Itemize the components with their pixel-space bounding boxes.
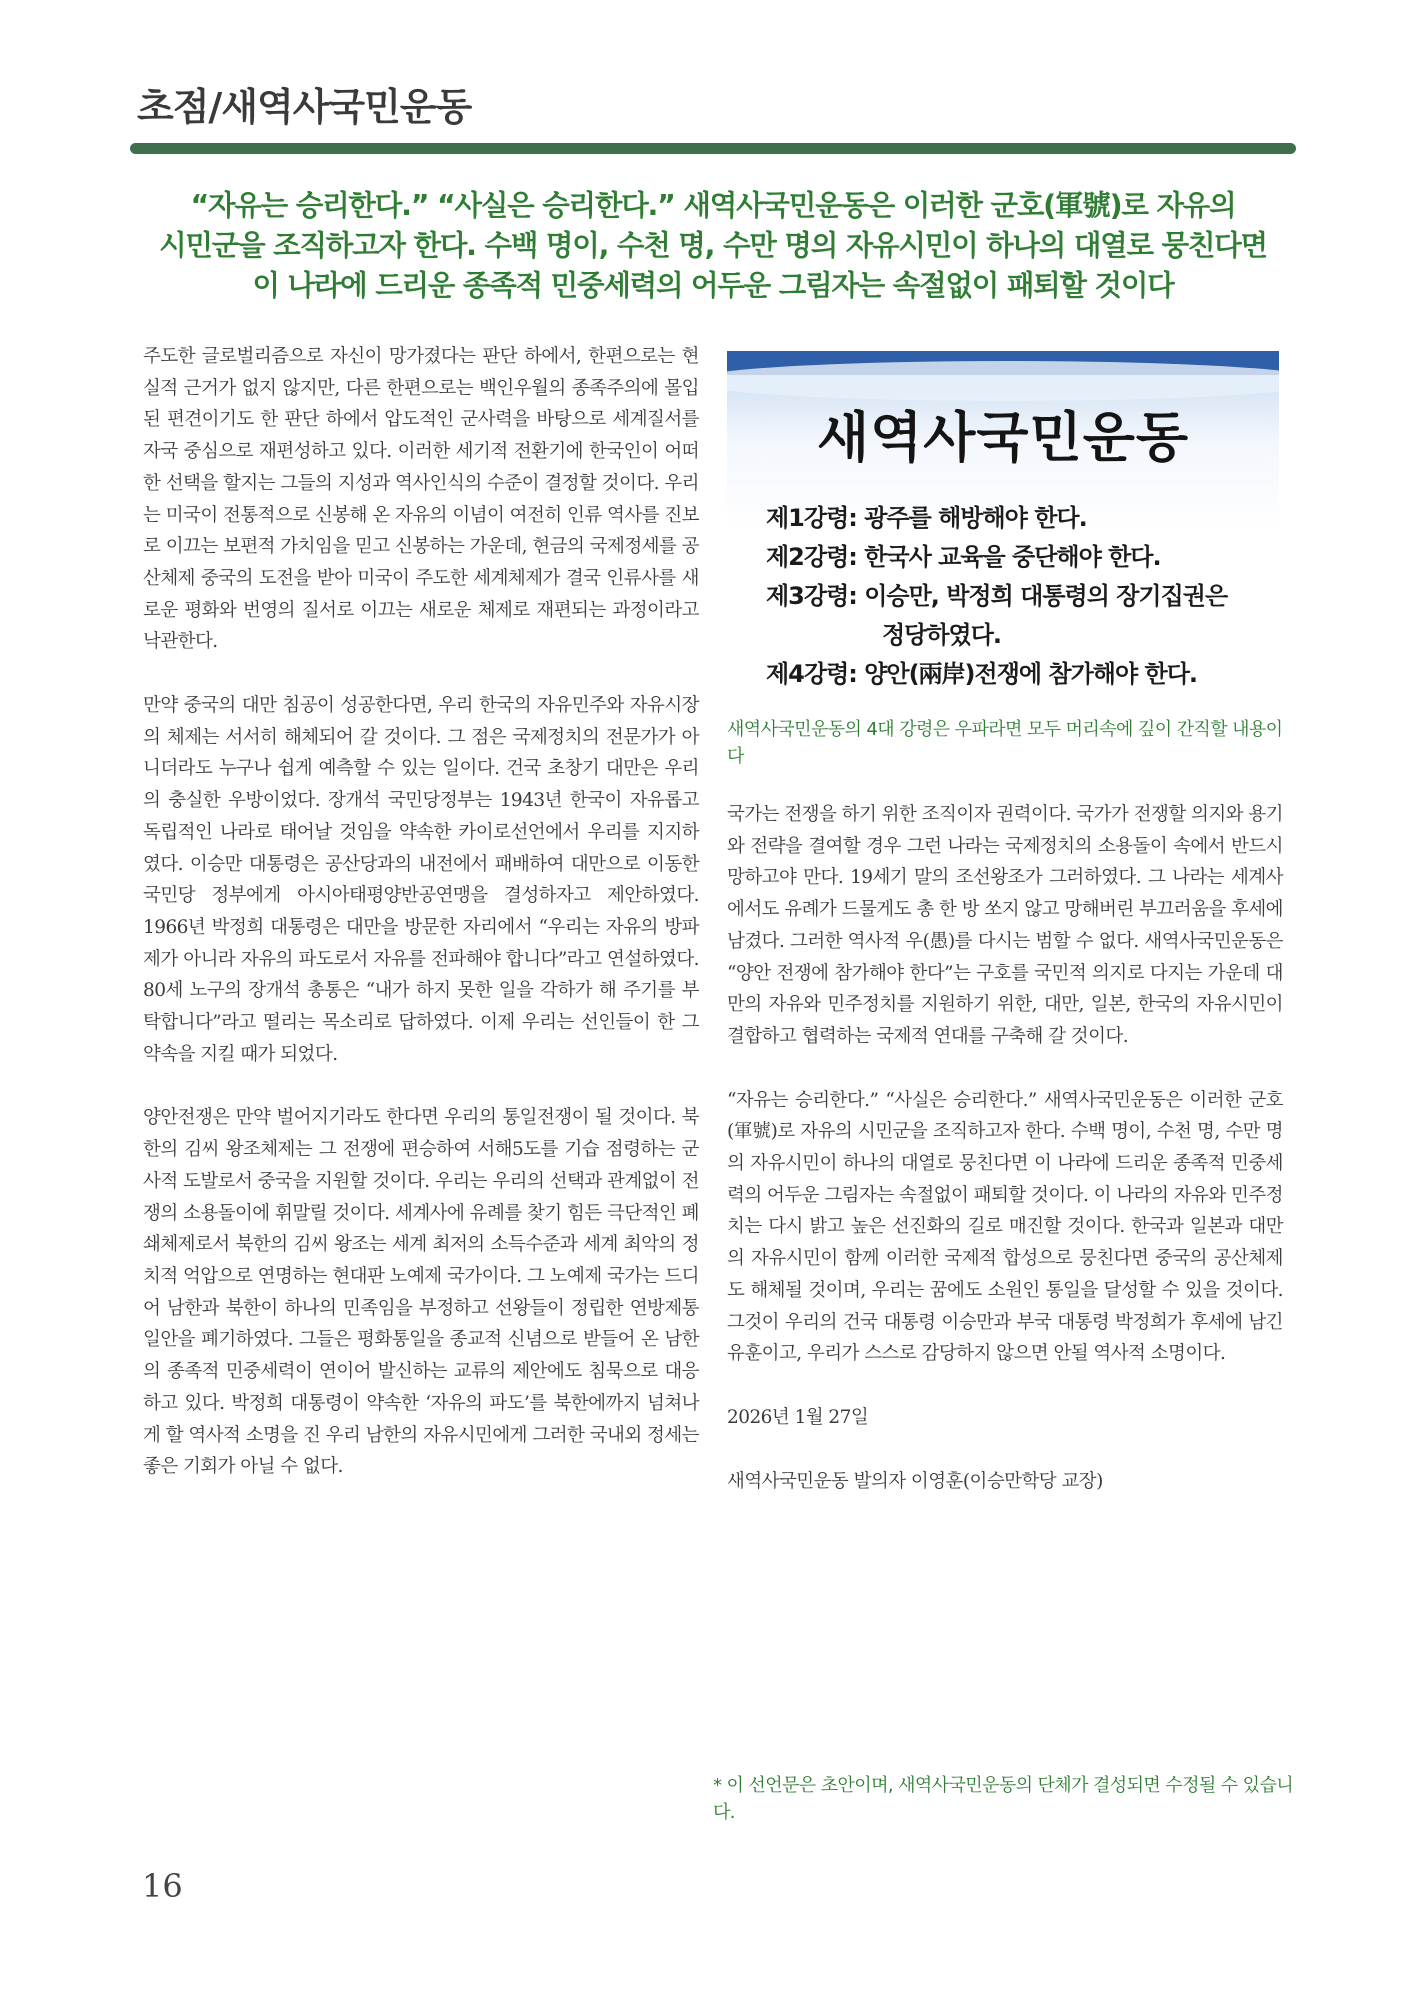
page-number: 16	[142, 1867, 183, 1905]
program-item: 제4강령: 양안(兩岸)전쟁에 참가해야 한다.	[766, 660, 1197, 688]
header-rule	[130, 143, 1296, 154]
figure-caption: 새역사국민운동의 4대 강령은 우파라면 모두 머리속에 깊이 간직할 내용이다	[727, 719, 1283, 767]
figure-title: 새역사국민운동	[816, 406, 1190, 469]
program-figure	[727, 351, 1279, 713]
body-paragraph: 양안전쟁은 만약 벌어지기라도 한다면 우리의 통일전쟁이 될 것이다. 북한의 김씨 왕조체제는 그 전쟁에 편승하여 서해5도를 기습 점령하는 군사적 도발로서 중국을 지원할 것이다. 우리는 우리의 선택과 관계없이 전쟁의 소용돌이에 휘말릴 것이다. 세계사에 유례를 찾기 힘든 극단적인 폐쇄체제로서 북한의 김씨 왕조는 세계 최저의 소득수준과 세계 최악의 정치적 억압으로 연명하는 현대판 노예제 국가이다. 그 노예제 국가는 드디어 남한과 북한이 하나의 민족임을 부정하고 선왕들이 정립한 연방제통일안을 폐기하였다. 그들은 평화통일을 종교적 신념으로 받들어 온 남한의 종족적 민중세력이 연이어 발신하는 교류의 제안에도 침묵으로 대응하고 있다. 박정희 대통령이 약속한 ‘자유의 파도’를 북한에까지 넘쳐나게 할 역사적 소명을 진 우리 남한의 자유시민에게 그러한 국내외 정세는 좋은 기회가 아닐 수 없다.	[143, 1107, 699, 1478]
body-paragraph: 주도한 글로벌리즘으로 자신이 망가졌다는 판단 하에서, 한편으로는 현실적 근거가 없지 않지만, 다른 한편으로는 백인우월의 종족주의에 몰입된 편견이기도 한 판단 하에서 압도적인 군사력을 바탕으로 세계질서를 자국 중심으로 재편성하고 있다. 이러한 세기적 전환기에 한국인이 어떠한 선택을 할지는 그들의 지성과 역사인식의 수준이 결정할 것이다. 우리는 미국이 전통적으로 신봉해 온 자유의 이념이 여전히 인류 역사를 진보로 이끄는 보편적 가치임을 믿고 신봉하는 가운데, 현금의 국제정세를 공산체제 중국의 도전을 받아 미국이 주도한 세계체제가 결국 인류사를 새로운 평화와 번영의 질서로 이끄는 새로운 체제로 재편되는 과정이라고 낙관한다.	[143, 346, 699, 653]
program-item: 정당하였다.	[882, 621, 1002, 649]
section-title: 초점/새역사국민운동	[137, 85, 472, 129]
headline-line: “자유는 승리한다.” “사실은 승리한다.” 새역사국민운동은 이러한 군호(軍號)로 자유의	[190, 189, 1236, 222]
program-item: 제3강령: 이승만, 박정희 대통령의 장기집권은	[766, 582, 1228, 610]
body-paragraph: 만약 중국의 대만 침공이 성공한다면, 우리 한국의 자유민주와 자유시장의 체제는 서서히 해체되어 갈 것이다. 그 점은 국제정치의 전문가가 아니더라도 누구나 쉽게 예측할 수 있는 일이다. 건국 초창기 대만은 우리의 충실한 우방이었다. 장개석 국민당정부는 1943년 한국이 자유롭고 독립적인 나라로 태어날 것임을 약속한 카이로선언에서 우리를 지지하였다. 이승만 대통령은 공산당과의 내전에서 패배하여 대만으로 이동한 국민당 정부에게 아시아태평양반공연맹을 결성하자고 제안하였다. 1966년 박정희 대통령은 대만을 방문한 자리에서 “우리는 자유의 방파제가 아니라 자유의 파도로서 자유를 전파해야 합니다”라고 연설하였다. 80세 노구의 장개석 총통은 “내가 하지 못한 일을 각하가 해 주기를 부탁합니다”라고 떨리는 목소리로 답하였다. 이제 우리는 선인들이 한 그 약속을 지킬 때가 되었다.	[143, 695, 699, 1065]
body-paragraph: “자유는 승리한다.” “사실은 승리한다.” 새역사국민운동은 이러한 군호(軍號)로 자유의 시민군을 조직하고자 한다. 수백 명이, 수천 명, 수만 명의 자유시민이 하나의 대열로 뭉친다면 이 나라에 드리운 종족적 민중세력의 어두운 그림자는 속절없이 패퇴할 것이다. 이 나라의 자유와 민주정치는 다시 밝고 높은 선진화의 길로 매진할 것이다. 한국과 일본과 대만의 자유시민이 함께 이러한 국제적 합성으로 뭉친다면 중국의 공산체제도 해체될 것이며, 우리는 꿈에도 소원인 통일을 달성할 수 있을 것이다. 그것이 우리의 건국 대통령 이승만과 부국 대통령 박정희가 후세에 남긴 유훈이고, 우리가 스스로 감당하지 않으면 안될 역사적 소명이다.	[727, 1089, 1283, 1365]
declaration-signer: 새역사국민운동 발의자 이영훈(이승만학당 교장)	[727, 1470, 1103, 1492]
headline-line: 이 나라에 드리운 종족적 민중세력의 어두운 그림자는 속절없이 패퇴할 것이다	[252, 269, 1174, 302]
program-list	[766, 499, 1227, 694]
body-paragraph: 국가는 전쟁을 하기 위한 조직이자 권력이다. 국가가 전쟁할 의지와 용기와 전략을 결여할 경우 그런 나라는 국제정치의 소용돌이 속에서 반드시 망하고야 만다. 19세기 말의 조선왕조가 그러하였다. 그 나라는 세계사에서도 유례가 드물게도 총 한 방 쏘지 않고 망해버린 부끄러움을 후세에 남겼다. 그러한 역사적 우(愚)를 다시는 범할 수 없다. 새역사국민운동은 “양안 전쟁에 참가해야 한다”는 구호를 국민적 의지로 다지는 가운데 대만의 자유와 민주정치를 지원하기 위한, 대만, 일본, 한국의 자유시민이 결합하고 협력하는 국제적 연대를 구축해 갈 것이다.	[727, 804, 1283, 1047]
banner-decoration	[727, 361, 1279, 401]
program-item: 제2강령: 한국사 교육을 중단해야 한다.	[766, 543, 1161, 571]
declaration-date: 2026년 1월 27일	[727, 1406, 869, 1428]
left-column	[143, 341, 699, 1483]
program-item: 제1강령: 광주를 해방해야 한다.	[766, 504, 1087, 532]
headline-line: 시민군을 조직하고자 한다. 수백 명이, 수천 명, 수만 명의 자유시민이 하나의 대열로 뭉친다면	[159, 229, 1267, 262]
headline	[130, 186, 1296, 306]
draft-note: * 이 선언문은 초안이며, 새역사국민운동의 단체가 결성되면 수정될 수 있습니다.	[713, 1775, 1294, 1823]
right-column	[727, 799, 1283, 1497]
